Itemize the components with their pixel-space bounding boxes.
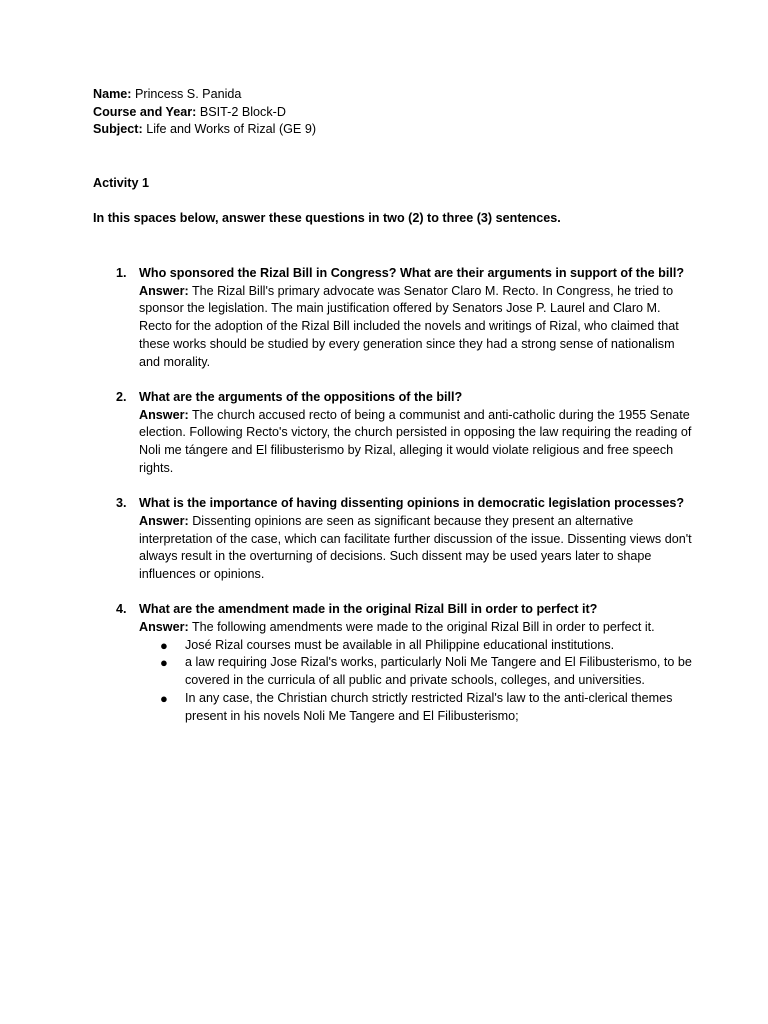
- amendment-list: [139, 637, 693, 726]
- question-number: 2.: [116, 389, 127, 404]
- answer-label: Answer:: [139, 407, 189, 422]
- answer-body: Dissenting opinions are seen as significant because they present an alternative interpretation of the case, which can facilitate further discussion of the issue. Dissenting views don't always result in the overturning of decisions. Such dissent may be used years later to shape influences or opinions.: [139, 513, 692, 581]
- answer-text: [139, 513, 693, 584]
- question-text: What are the arguments of the oppositions of the bill?: [139, 389, 463, 404]
- question-text: What is the importance of having dissenting opinions in democratic legislation processes?: [139, 496, 685, 511]
- bullet-icon: ●: [160, 690, 168, 706]
- activity-title: Activity 1: [93, 176, 149, 190]
- course-line: [93, 104, 703, 122]
- name-line: [93, 86, 703, 104]
- instructions: In this spaces below, answer these questions in two (2) to three (3) sentences.: [93, 211, 561, 225]
- bullet-text: José Rizal courses must be available in all Philippine educational institutions.: [185, 637, 615, 652]
- answer-body: The church accused recto of being a communist and anti-catholic during the 1955 Senate election. Following Recto's victory, the church persisted in opposing the law requiring the reading of Noli me tángere and El filibusterismo by Rizal, alleging it would violate religious and free speech rights.: [139, 407, 692, 475]
- list-item: [139, 637, 693, 655]
- question-number: 3.: [116, 496, 127, 511]
- answer-body: The following amendments were made to the original Rizal Bill in order to perfect it.: [191, 620, 655, 635]
- answer-label: Answer:: [139, 283, 189, 298]
- answer-label: Answer:: [139, 513, 189, 528]
- answer-text: [139, 407, 693, 478]
- bullet-icon: ●: [160, 637, 168, 653]
- header-info: [93, 86, 703, 139]
- question-number: 1.: [116, 266, 127, 280]
- subject-value: Life and Works of Rizal (GE 9): [146, 122, 317, 137]
- question-item: [93, 495, 693, 584]
- name-value: Princess S. Panida: [135, 87, 242, 101]
- bullet-text: In any case, the Christian church strictly restricted Rizal's law to the anti-clerical themes present in his novels Noli Me Tangere and El Filibusterismo;: [185, 690, 673, 723]
- question-text: What are the amendment made in the original Rizal Bill in order to perfect it?: [139, 602, 598, 617]
- name-label: Name:: [93, 87, 132, 101]
- answer-label: Answer:: [139, 620, 189, 635]
- answer-text: [139, 619, 693, 637]
- question-item: [93, 389, 693, 478]
- question-item: [93, 601, 693, 725]
- bullet-text: a law requiring Jose Rizal's works, particularly Noli Me Tangere and El Filibusterismo, to be covered in the curricula of all public and private schools, colleges, and universities.: [185, 655, 692, 688]
- question-text: Who sponsored the Rizal Bill in Congress? What are their arguments in support of the bill?: [139, 266, 685, 280]
- question-item: [93, 265, 693, 371]
- course-value: BSIT-2 Block-D: [199, 104, 286, 119]
- answer-text: [139, 283, 693, 372]
- answer-body: The Rizal Bill's primary advocate was Senator Claro M. Recto. In Congress, he tried to sponsor the legislation. The main justification offered by Senators Jose P. Laurel and Claro M. Recto for the adoption of the Rizal Bill included the novels and writings of Rizal, who claimed that these works should be studied by every generation since they had a strong sense of nationalism and morality.: [139, 283, 679, 369]
- question-list: [93, 265, 693, 743]
- bullet-icon: ●: [160, 655, 168, 671]
- list-item: [139, 654, 693, 689]
- subject-label: Subject:: [93, 122, 143, 137]
- list-item: [139, 690, 693, 725]
- course-label: Course and Year:: [93, 104, 197, 119]
- subject-line: [93, 121, 703, 139]
- question-number: 4.: [116, 602, 127, 617]
